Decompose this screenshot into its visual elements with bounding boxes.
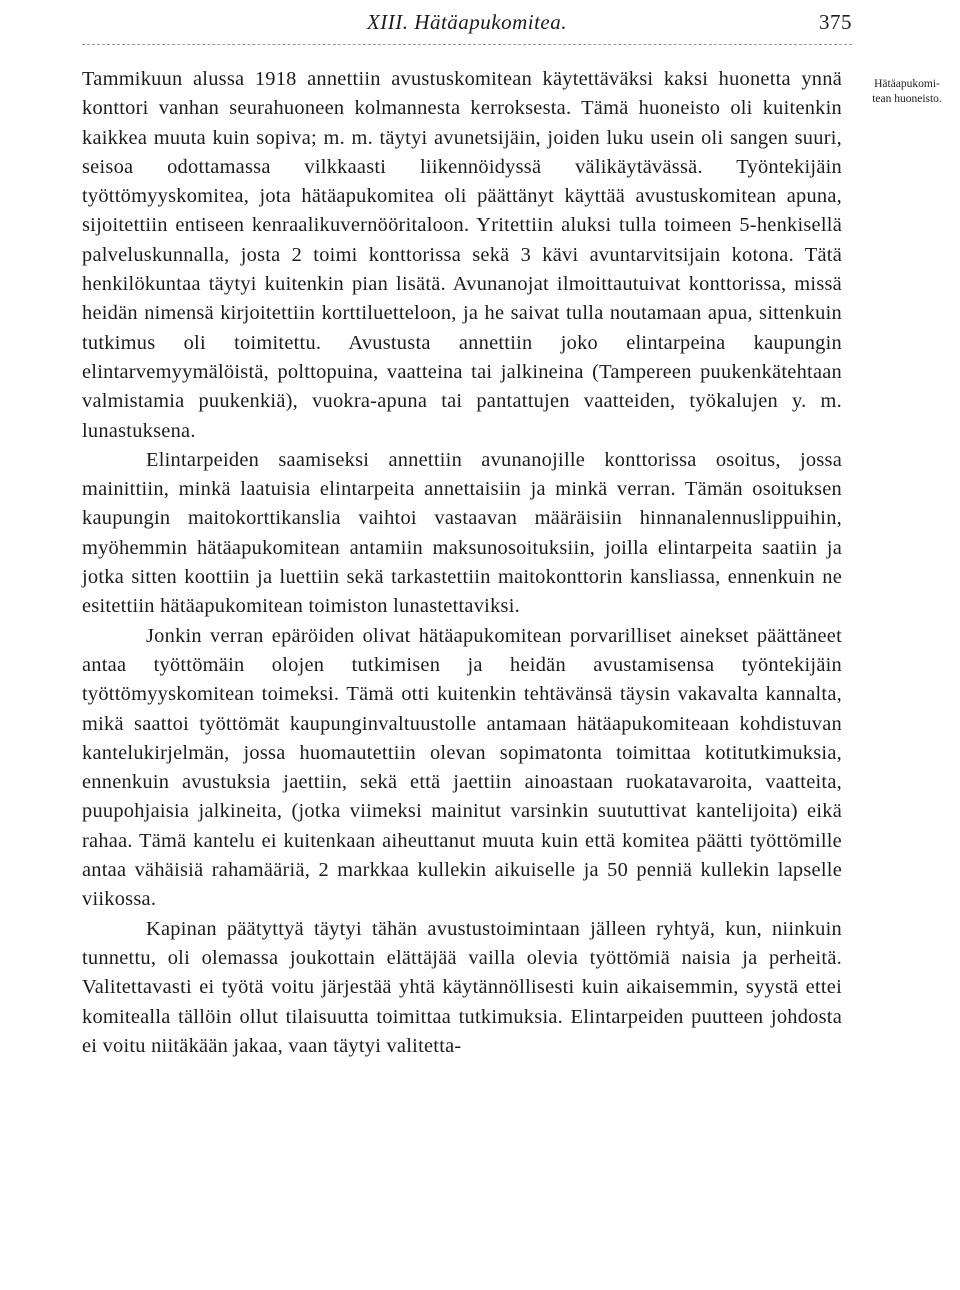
paragraph: Elintarpeiden saamiseksi annettiin avunanojille konttorissa osoitus, jossa mainittiin, minkä laatuisia elintarpeita annettaisiin ja minkä verran. Tämän osoituksen kaupungin maitokorttikanslia vaihtoi vastaavan määräisiin hinnanalennuslippuihin, myöhemmin hätäapukomitean antamiin maksunosoituksiin, joilla elintarpeita saatiin ja jotka sitten koottiin ja luettiin sekä tarkastettiin maitokonttorin kansliassa, ennenkuin ne esitettiin hätäapukomitean toimiston lunastettaviksi.: [82, 448, 842, 618]
body-text: [82, 65, 842, 1061]
header-rule: [82, 44, 852, 45]
paragraph: Jonkin verran epäröiden olivat hätäapukomitean porvarilliset ainekset päättäneet antaa työttömäin olojen tutkimisen ja heidän avustamisensa työntekijäin työttömyyskomitean toimeksi. Tämä otti kuitenkin tehtävänsä täysin vakavalta kannalta, mikä saattoi työttömät kaupunginvaltuustolle antamaan hätäapukomiteaan kohdistuvan kantelukirjelmän, jossa huomautettiin olevan sopimatonta toimittaa kotitutkimuksia, ennenkuin avustuksia jaettiin, sekä että jaettiin ainoastaan ruokatavaroita, vaatteita, puupohjaisia jalkineita, (jotka viimeksi mainitut varsinkin suututtivat kantelijoita) eikä rahaa. Tämä kantelu ei kuitenkaan aiheuttanut muuta kuin että komitea päätti työttömille antaa vähäisiä rahamääriä, 2 markkaa kullekin aikuiselle ja 50 penniä kullekin lapselle viikossa.: [82, 624, 842, 911]
paragraph: Kapinan päätyttyä täytyi tähän avustustoimintaan jälleen ryhtyä, kun, niinkuin tunnettu, oli olemassa joukottain elättäjää vailla olevia työttömiä naisia ja perheitä. Valitettavasti ei työtä voitu järjestää yhtä käytännöllisesti kuin aikaisemmin, syystä ettei komitealla tällöin ollut tilaisuutta toimittaa tutkimuksia. Elintarpeiden puutteen johdosta ei voitu niitäkään jakaa, vaan täytyi valitetta-: [82, 917, 842, 1057]
margin-note-line: tean huoneisto.: [872, 93, 942, 105]
page-number: 375: [819, 10, 852, 34]
margin-note: [854, 77, 960, 107]
chapter-title: XIII. Hätäapukomitea.: [366, 10, 568, 34]
margin-note-line: Hätäapukomi-: [874, 78, 940, 90]
paragraph: Tammikuun alussa 1918 annettiin avustuskomitean käytettäväksi kaksi huonetta ynnä konttori vanhan seurahuoneen kolmannesta kerroksesta. Tämä huoneisto oli kuitenkin kaikkea muuta kuin sopiva; m. m. täytyi avunetsijäin, joiden luku usein oli sangen suuri, seisoa odottamassa vilkkaasti liikennöidyssä välikäytävässä. Työntekijäin työttömyyskomitea, jota hätäapukomitea oli päättänyt käyttää avustuskomitean apuna, sijoitettiin entiseen kenraalikuvernööritaloon. Yritettiin aluksi tulla toimeen 5-henkisellä palveluskunnalla, josta 2 toimi konttorissa sekä 3 kävi avuntarvitsijain kotona. Tätä henkilökuntaa täytyi kuitenkin pian lisätä. Avunanojat ilmoittautuivat konttorissa, missä heidän nimensä kirjoitettiin korttiluetteloon, ja he saivat tulla noutamaan apua, sittenkuin tutkimus oli toimitettu. Avustusta annettiin joko elintarpeina kaupungin elintarvemyymälöistä, polttopuina, vaatteina tai jalkineina (Tampereen puukenkätehtaan valmistamia puukenkiä), vuokra-apuna tai pantattujen vaatteiden, työkalujen y. m. lunastuksena.: [82, 68, 842, 442]
running-header: [82, 10, 852, 44]
